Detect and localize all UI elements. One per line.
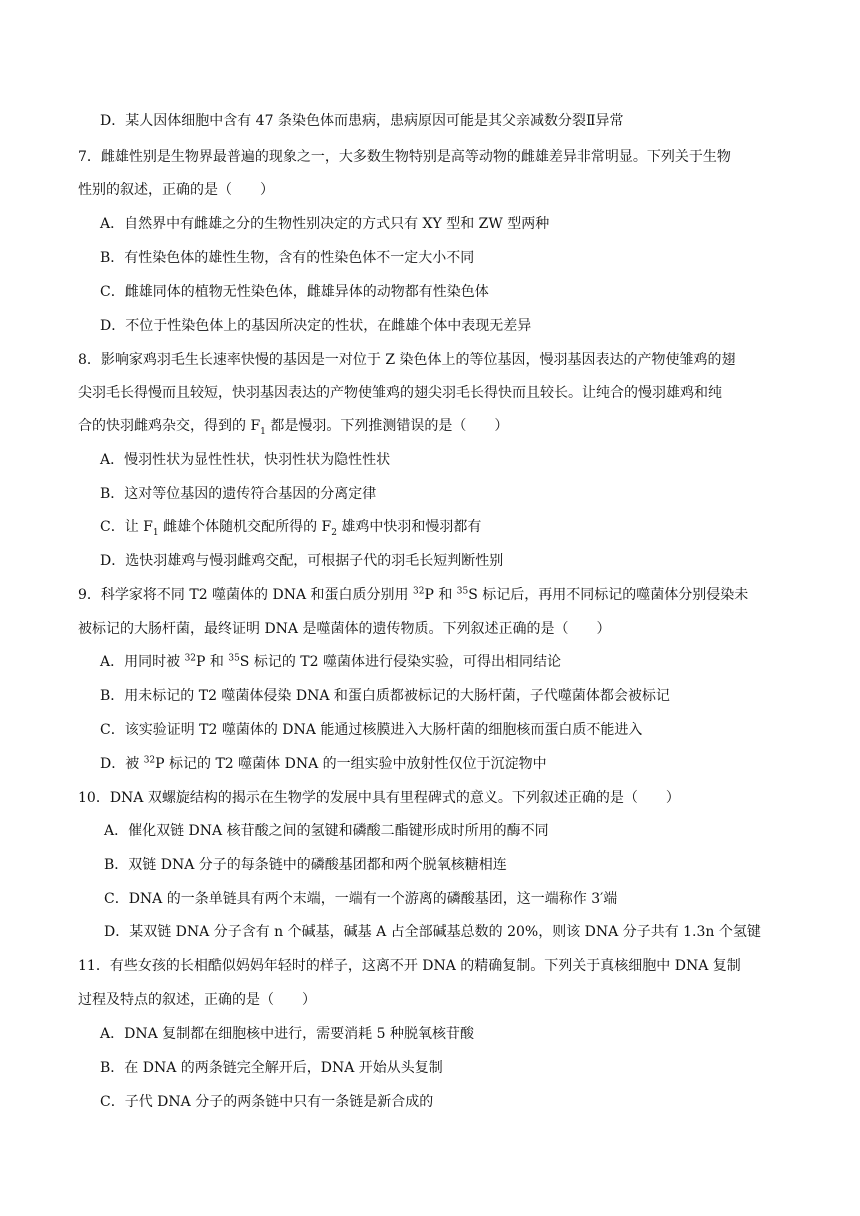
q11-stem-line-2: 过程及特点的叙述，正确的是（ ） <box>78 992 316 1008</box>
q8-stem-line-1: 8．影响家鸡羽毛生长速率快慢的基因是一对位于 Z 染色体上的等位基因，慢羽基因表达的产物使雏鸡的翅 <box>78 352 736 368</box>
q10-option-d: D．某双链 DNA 分子含有 n 个碱基，碱基 A 占全部碱基总数的 20%，则该 DNA 分子共有 1.3n 个氢键 <box>104 924 761 940</box>
q9-option-a: A．用同时被 $^{32}$P 和 $^{35}$S 标记的 T2 噬菌体进行侵染实验，可得出相同结论 <box>100 653 561 670</box>
q10-option-b: B．双链 DNA 分子的每条链中的磷酸基团都和两个脱氧核糖相连 <box>104 857 507 873</box>
q8-option-b: B．这对等位基因的遗传符合基因的分离定律 <box>100 486 377 502</box>
q9-option-d: D．被 $^{32}$P 标记的 T2 噬菌体 DNA 的一组实验中放射性仅位于沉淀物中 <box>100 755 547 772</box>
q7-option-c: C．雌雄同体的植物无性染色体，雌雄异体的动物都有性染色体 <box>100 284 489 300</box>
q7-stem-line-2: 性别的叙述，正确的是（ ） <box>78 182 274 198</box>
q11-option-b: B．在 DNA 的两条链完全解开后，DNA 开始从头复制 <box>100 1060 443 1076</box>
q9-option-b: B．用未标记的 T2 噬菌体侵染 DNA 和蛋白质都被标记的大肠杆菌，子代噬菌体都会被标记 <box>100 688 670 704</box>
q9-stem-line-2: 被标记的大肠杆菌，最终证明 DNA 是噬菌体的遗传物质。下列叙述正确的是（ ） <box>78 621 611 637</box>
q8-option-d: D．选快羽雄鸡与慢羽雌鸡交配，可根据子代的羽毛长短判断性别 <box>100 553 504 569</box>
q9-stem-line-1: 9．科学家将不同 T2 噬菌体的 DNA 和蛋白质分别用 $^{32}$P 和 $^{35}$S 标记后，再用不同标记的噬菌体分别侵染未 <box>78 586 749 603</box>
q9-option-c: C．该实验证明 T2 噬菌体的 DNA 能通过核膜进入大肠杆菌的细胞核而蛋白质不能进入 <box>100 722 643 738</box>
q6-option-d: D．某人因体细胞中含有 47 条染色体而患病，患病原因可能是其父亲减数分裂Ⅱ异常 <box>100 113 624 129</box>
q8-option-a: A．慢羽性状为显性性状，快羽性状为隐性性状 <box>100 452 391 468</box>
q8-option-c: C．让 $F_1$ 雌雄个体随机交配所得的 $F_2$ 雄鸡中快羽和慢羽都有 <box>100 519 482 538</box>
q7-stem-line-1: 7．雌雄性别是生物界最普遍的现象之一，大多数生物特别是高等动物的雌雄差异非常明显。下列关于生物 <box>78 149 731 165</box>
q11-option-c: C．子代 DNA 分子的两条链中只有一条链是新合成的 <box>100 1094 434 1110</box>
q10-option-a: A．催化双链 DNA 核苷酸之间的氢键和磷酸二酯键形成时所用的酶不同 <box>104 823 549 839</box>
q7-option-d: D．不位于性染色体上的基因所决定的性状，在雌雄个体中表现无差异 <box>100 318 532 334</box>
q7-option-b: B．有性染色体的雄性生物，含有的性染色体不一定大小不同 <box>100 250 475 266</box>
q11-stem-line-1: 11．有些女孩的长相酷似妈妈年轻时的样子，这离不开 DNA 的精确复制。下列关于真核细胞中 DNA 复制 <box>78 958 741 974</box>
q7-option-a: A．自然界中有雌雄之分的生物性别决定的方式只有 XY 型和 ZW 型两种 <box>100 216 550 232</box>
q11-option-a: A．DNA 复制都在细胞核中进行，需要消耗 5 种脱氧核苷酸 <box>100 1026 474 1042</box>
q8-stem-line-2: 尖羽毛长得慢而且较短，快羽基因表达的产物使雏鸡的翅尖羽毛长得快而且较长。让纯合的慢羽雄鸡和纯 <box>78 385 722 401</box>
q8-stem-line-3: 合的快羽雌鸡杂交，得到的 $F_1$ 都是慢羽。下列推测错误的是（ ） <box>78 418 509 437</box>
q10-stem: 10．DNA 双螺旋结构的揭示在生物学的发展中具有里程碑式的意义。下列叙述正确的是（ ） <box>78 790 680 806</box>
q10-option-c: C．DNA 的一条单链具有两个末端，一端有一个游离的磷酸基团，这一端称作 3′端 <box>104 891 618 907</box>
